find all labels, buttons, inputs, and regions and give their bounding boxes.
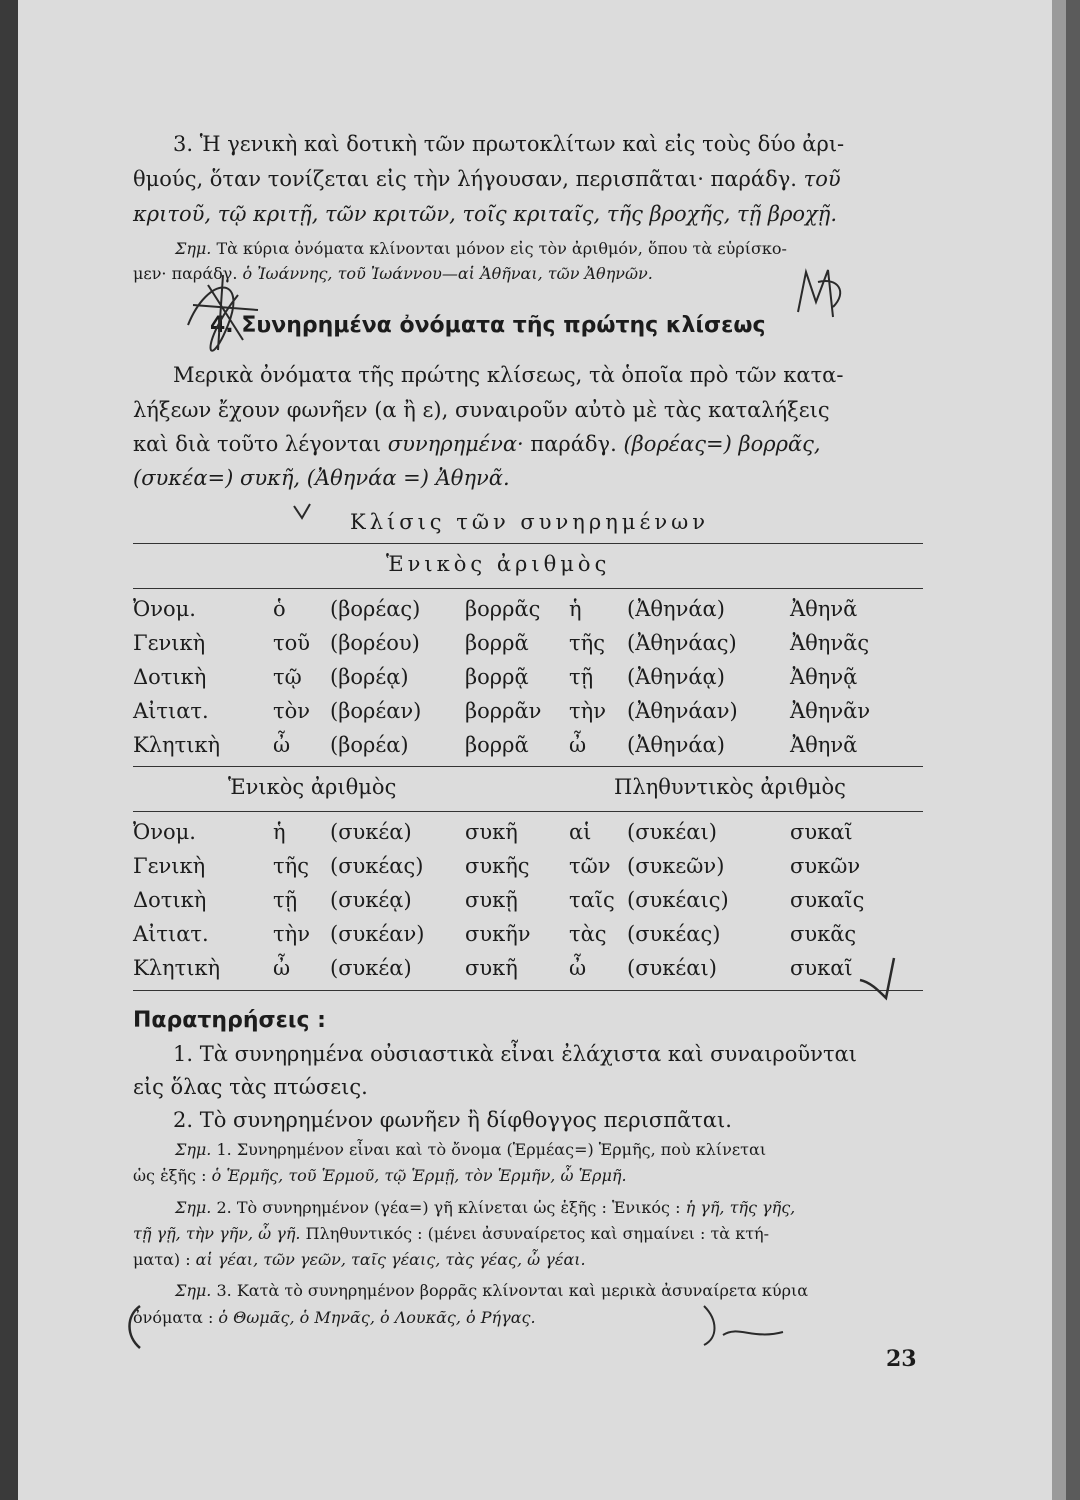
section4-line1: Μερικὰ ὀνόματα τῆς πρώτης κλίσεως, τὰ ὁποῖα πρὸ τῶν κατα-: [173, 363, 844, 387]
section3-line2-text: θμούς, ὅταν τονίζεται εἰς τὴν λήγουσαν, περισπᾶται· παράδγ.: [133, 167, 797, 191]
table-cell: Αἰτιατ.: [133, 699, 209, 723]
table-rule-middle: [133, 766, 923, 767]
pen-scribble-mark: [168, 255, 278, 365]
table-cell: Ἀθηνᾶν: [790, 699, 871, 723]
table-cell: βορρᾶν: [465, 699, 542, 723]
table-cell: (βορέου): [330, 631, 420, 655]
remark1-line2: εἰς ὅλας τὰς πτώσεις.: [133, 1075, 368, 1099]
table-cell: τῇ: [273, 888, 298, 912]
section4-line2: λήξεων ἔχουν φωνῆεν (α ἢ ε), συναιροῦν αὐτὸ μὲ τὰς καταλήξεις: [133, 398, 830, 422]
note2-line3: [133, 1250, 586, 1269]
table-rule-top: [133, 543, 923, 544]
page-edge: [1052, 0, 1066, 1500]
table-cell: (Ἀθηνάας): [627, 631, 737, 655]
note3-examples: ὁ Θωμᾶς, ὁ Μηνᾶς, ὁ Λουκᾶς, ὁ Ρήγας.: [218, 1308, 536, 1327]
note1-line2-text: ὡς ἑξῆς :: [133, 1166, 207, 1185]
table-cell: συκαῖ: [790, 820, 853, 844]
table-cell: τὰς: [569, 922, 607, 946]
table-cell: (βορέαν): [330, 699, 422, 723]
note1-examples: ὁ Ἑρμῆς, τοῦ Ἑρμοῦ, τῷ Ἑρμῇ, τὸν Ἑρμῆν, ὦ Ἑρμῆ.: [211, 1166, 627, 1185]
table-cell: (συκέαι): [627, 820, 717, 844]
table-cell: Γενικὴ: [133, 631, 206, 655]
table-cell: (συκέα): [330, 956, 412, 980]
note2-text: 2. Τὸ συνηρημένον (γέα=) γῆ κλίνεται ὡς ἑξῆς : Ἑνικός :: [216, 1198, 681, 1217]
table-cell: τῆς: [273, 854, 309, 878]
table-cell: Ὀνομ.: [133, 597, 196, 621]
table-cell: (συκέᾳ): [330, 888, 412, 912]
remarks-heading: Παρατηρήσεις :: [133, 1008, 326, 1033]
table-cell: βορρᾷ: [465, 665, 529, 689]
note-line2-examples: ὁ Ἰωάννης, τοῦ Ἰωάννου—αἱ Ἀθῆναι, τῶν Ἀθηνῶν.: [242, 264, 653, 283]
section4-example: (βορέας=) βορρᾶς,: [623, 432, 821, 456]
table-cell: βορρᾶ: [465, 631, 529, 655]
note1-line2: [133, 1166, 627, 1185]
table-cell: Ὀνομ.: [133, 820, 196, 844]
note-label: Σημ.: [175, 239, 212, 258]
note2-examples-a: ἡ γῆ, τῆς γῆς,: [685, 1198, 796, 1217]
table-cell: συκῆ: [465, 820, 518, 844]
table-cell: ταῖς: [569, 888, 615, 912]
table-cell: συκῆς: [465, 854, 530, 878]
table-cell: Ἀθηνᾶς: [790, 631, 870, 655]
note1-text: 1. Συνηρημένον εἶναι καὶ τὸ ὄνομα (Ἑρμέας=) Ἑρμῆς, ποὺ κλίνεται: [216, 1140, 767, 1159]
note3-label: Σημ.: [175, 1281, 212, 1300]
note-text: Τὰ κύρια ὀνόματα κλίνονται μόνον εἰς τὸν ἀριθμόν, ὅπου τὰ εὑρίσκο-: [216, 239, 787, 258]
section3-line3-examples: κριτοῦ, τῷ κριτῇ, τῶν κριτῶν, τοῖς κριταῖς, τῆς βροχῆς, τῇ βροχῇ.: [133, 202, 838, 226]
table-cell: Αἰτιατ.: [133, 922, 209, 946]
table-cell: (συκέας): [627, 922, 721, 946]
pen-bracket-mark: [698, 1300, 788, 1350]
note2-label: Σημ.: [175, 1198, 212, 1217]
table-cell: συκῇ: [465, 888, 518, 912]
table-cell: (συκέαις): [627, 888, 729, 912]
table-header-plural: Πληθυντικὸς ἀριθμὸς: [614, 775, 846, 799]
table-cell: (βορέᾳ): [330, 665, 409, 689]
table-cell: (συκέα): [330, 820, 412, 844]
table-cell: συκῆν: [465, 922, 531, 946]
section3-line1: 3. Ἡ γενικὴ καὶ δοτικὴ τῶν πρωτοκλίτων καὶ εἰς τοὺς δύο ἀρι-: [173, 132, 845, 156]
table-cell: Κλητικὴ: [133, 956, 221, 980]
table-cell: Δοτικὴ: [133, 665, 207, 689]
table-cell: ὦ: [273, 956, 291, 980]
table-cell: συκᾶς: [790, 922, 857, 946]
table-cell: (Ἀθηνάα): [627, 597, 725, 621]
pen-check-small: [290, 500, 320, 525]
table-cell: (Ἀθηνάαν): [627, 699, 738, 723]
table-cell: τῷ: [273, 665, 302, 689]
table-cell: βορρᾶς: [465, 597, 541, 621]
table-cell: Κλητικὴ: [133, 733, 221, 757]
table-rule-header2: [133, 811, 923, 812]
table-rule-bottom: [133, 990, 923, 991]
section4-line3-text: καὶ διὰ τοῦτο λέγονται: [133, 432, 382, 456]
note3-line1: [175, 1281, 808, 1300]
remark2: 2. Τὸ συνηρημένον φωνῆεν ἢ δίφθογγος περισπᾶται.: [173, 1108, 732, 1132]
note1-label: Σημ.: [175, 1140, 212, 1159]
note2-line2: [133, 1224, 769, 1243]
book-spine: [0, 0, 18, 1500]
section3-line2-example: τοῦ: [803, 167, 841, 191]
note2-line3-text: ματα) :: [133, 1250, 191, 1269]
table-header-singular-2: Ἑνικὸς ἀριθμὸς: [228, 775, 397, 799]
note3-text: 3. Κατὰ τὸ συνηρημένον βορρᾶς κλίνονται καὶ μερικὰ ἀσυναίρετα κύρια: [216, 1281, 809, 1300]
note2-line1: [175, 1198, 795, 1217]
note3-line2: [133, 1308, 536, 1327]
section4-heading: 4. Συνηρημένα ὀνόματα τῆς πρώτης κλίσεως: [210, 313, 766, 338]
table-cell: τὴν: [569, 699, 606, 723]
table-cell: ὦ: [569, 956, 587, 980]
table-cell: τῆς: [569, 631, 605, 655]
table-cell: ὁ: [273, 597, 286, 621]
section3-line2: [133, 167, 841, 191]
table-title: Κλίσις τῶν συνηρημένων: [350, 510, 709, 534]
section4-example-label: παράδγ.: [530, 432, 617, 456]
table-cell: (συκεῶν): [627, 854, 725, 878]
note2-plural-text: Πληθυντικός : (μένει ἀσυναίρετος καὶ σημαίνει : τὰ κτή-: [305, 1224, 770, 1243]
table-cell: τοῦ: [273, 631, 311, 655]
table-cell: συκῶν: [790, 854, 861, 878]
book-page: [18, 0, 1066, 1500]
table-cell: Ἀθηνᾶ: [790, 733, 858, 757]
table-cell: Γενικὴ: [133, 854, 206, 878]
table-cell: τῇ: [569, 665, 594, 689]
table-cell: συκαῖς: [790, 888, 865, 912]
table-cell: (συκέαν): [330, 922, 425, 946]
table-cell: (βορέα): [330, 733, 409, 757]
table-cell: (συκέαι): [627, 956, 717, 980]
table-cell: ὦ: [273, 733, 291, 757]
note3-line2-text: ὀνόματα :: [133, 1308, 214, 1327]
section4-line3: [133, 432, 821, 456]
table-header-singular: Ἑνικὸς ἀριθμὸς: [386, 552, 611, 576]
note-line2-text: μεν· παράδγ.: [133, 264, 238, 283]
pen-open-bracket: [120, 1302, 150, 1352]
table-cell: ὦ: [569, 733, 587, 757]
table-cell: (συκέας): [330, 854, 424, 878]
table-cell: Ἀθηνᾷ: [790, 665, 858, 689]
table-cell: τὸν: [273, 699, 311, 723]
table-cell: Ἀθηνᾶ: [790, 597, 858, 621]
note1-line1: [175, 1140, 766, 1159]
table-cell: (βορέας): [330, 597, 421, 621]
section4-term: συνηρημένα·: [387, 432, 524, 456]
table-cell: τὴν: [273, 922, 310, 946]
table-cell: βορρᾶ: [465, 733, 529, 757]
table-cell: συκαῖ: [790, 956, 853, 980]
section4-line4: (συκέα=) συκῆ, (Ἀθηνάα =) Ἀθηνᾶ.: [133, 466, 510, 490]
remark1-line1: 1. Τὰ συνηρημένα οὐσιαστικὰ εἶναι ἐλάχιστα καὶ συναιροῦνται: [173, 1042, 857, 1066]
table-cell: ἡ: [569, 597, 582, 621]
table-cell: Δοτικὴ: [133, 888, 207, 912]
page-number: 23: [886, 1346, 917, 1372]
table-rule-header1: [133, 588, 923, 589]
table-cell: (Ἀθηνάα): [627, 733, 725, 757]
table-cell: αἱ: [569, 820, 592, 844]
note2-examples-b: τῇ γῇ, τὴν γῆν, ὦ γῆ.: [133, 1224, 301, 1243]
pen-check-mark: [856, 950, 916, 1005]
table-cell: τῶν: [569, 854, 611, 878]
note2-plural-examples: αἱ γέαι, τῶν γεῶν, ταῖς γέαις, τὰς γέας, ὦ γέαι.: [195, 1250, 586, 1269]
table-cell: (Ἀθηνάᾳ): [627, 665, 725, 689]
table-cell: ἡ: [273, 820, 286, 844]
pen-initials-mark: [788, 262, 858, 332]
table-cell: συκῆ: [465, 956, 518, 980]
